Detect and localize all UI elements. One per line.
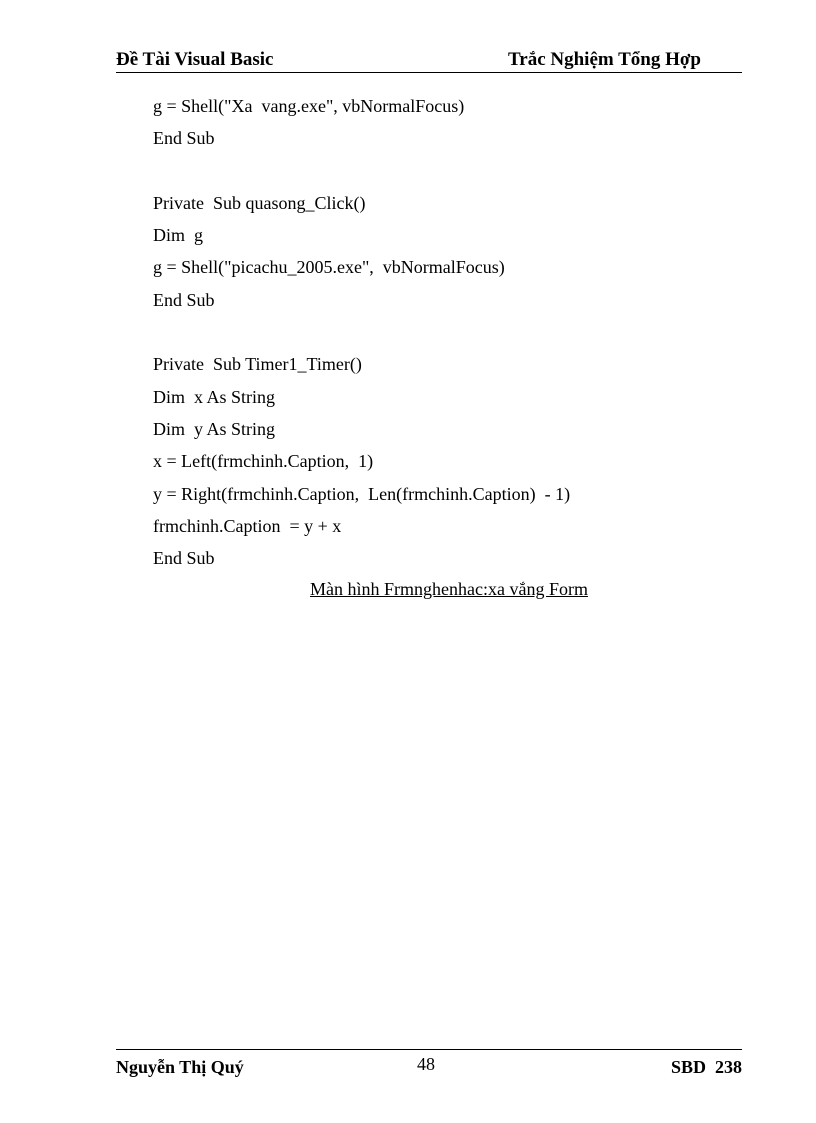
figure-caption: Màn hình Frmnghenhac:xa vắng Form <box>310 579 588 599</box>
code-line: Dim g <box>153 225 204 246</box>
code-line: Dim y As String <box>153 418 276 439</box>
footer-sbd: SBD 238 <box>670 1057 742 1077</box>
header-title-right: Trắc Nghiệm Tổng Hợp <box>508 49 701 70</box>
footer-divider <box>116 1049 742 1050</box>
code-line: Dim x As String <box>153 386 276 407</box>
code-block <box>153 92 713 576</box>
code-line: End Sub <box>153 548 215 569</box>
footer-author: Nguyễn Thị Quý <box>116 1057 244 1077</box>
code-line: g = Shell("picachu_2005.exe", vbNormalFocus) <box>153 257 505 278</box>
code-line: y = Right(frmchinh.Caption, Len(frmchinh.Caption) - 1) <box>153 483 571 504</box>
code-line: Private Sub Timer1_Timer() <box>153 354 362 375</box>
code-line: Private Sub quasong_Click() <box>153 192 366 213</box>
code-line: g = Shell("Xa vang.exe", vbNormalFocus) <box>153 96 465 116</box>
code-line: frmchinh.Caption = y + x <box>153 515 342 536</box>
header-title-left: Đề Tài Visual Basic <box>116 49 274 70</box>
code-line: x = Left(frmchinh.Caption, 1) <box>153 451 374 472</box>
code-line: End Sub <box>153 289 215 310</box>
code-line: End Sub <box>153 128 215 149</box>
code-line <box>153 157 713 189</box>
page-number: 48 <box>417 1054 435 1074</box>
page-header <box>116 48 742 73</box>
code-line <box>153 318 713 350</box>
